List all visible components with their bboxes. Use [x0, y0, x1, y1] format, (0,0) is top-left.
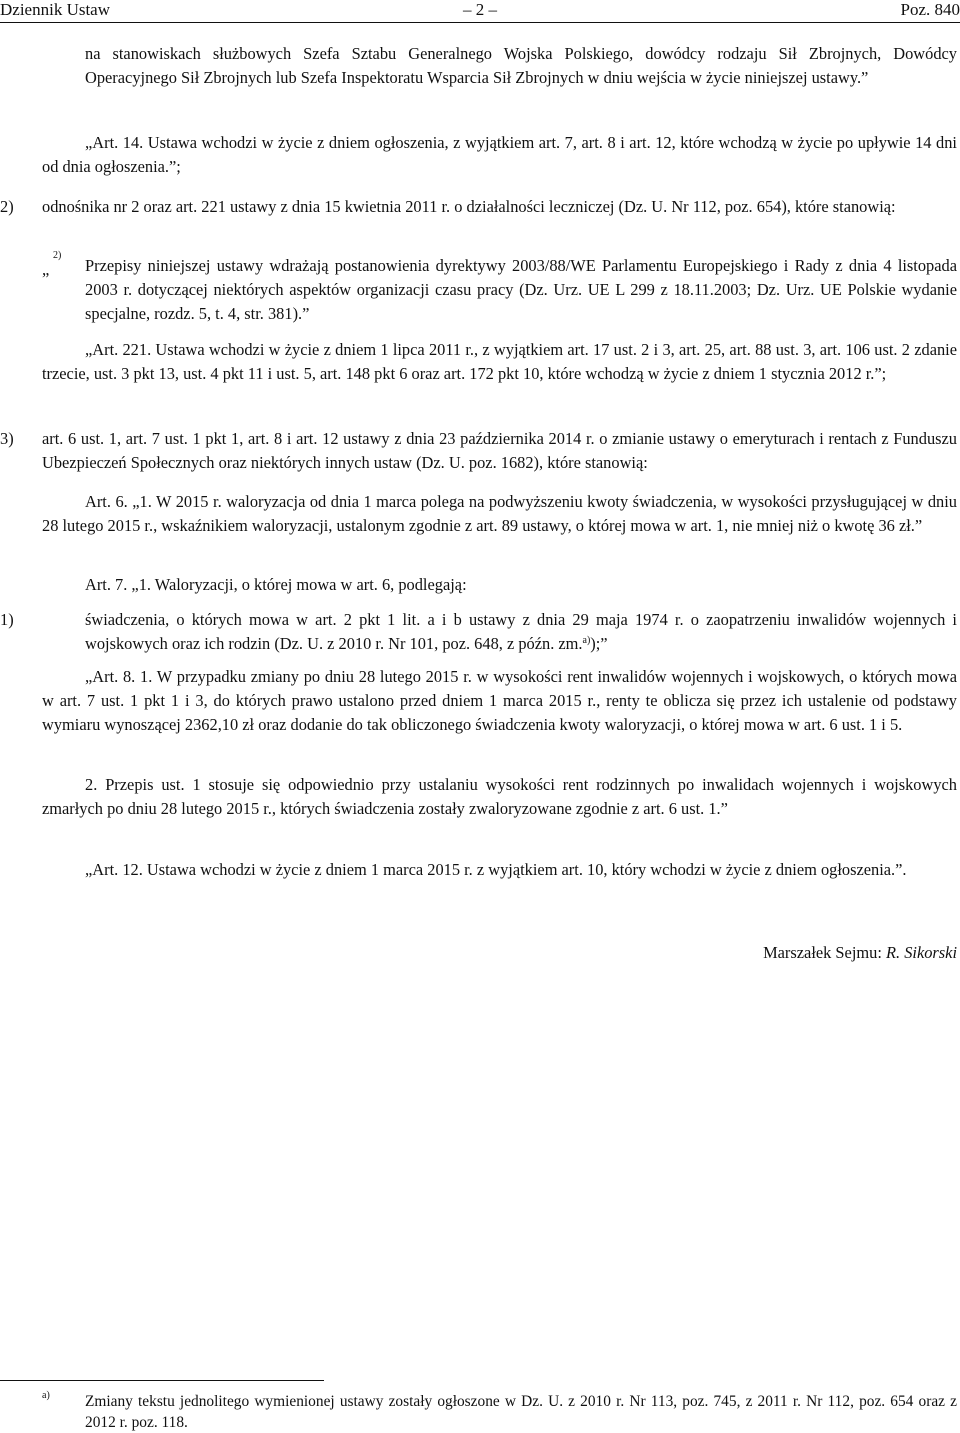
- position-number: Poz. 840: [900, 0, 960, 19]
- item-3-text: art. 6 ust. 1, art. 7 ust. 1 pkt 1, art. 8 i art. 12 ustawy z dnia 23 października 2014 r. o zmianie ustawy o emeryturach i rentach z Funduszu Ubezpieczeń Społecznych oraz niektórych innych ustaw (Dz. U. poz. 1682), które stanowią:: [42, 429, 957, 472]
- footnote-a-marker: a): [42, 1390, 50, 1401]
- intro-paragraph: na stanowiskach służbowych Szefa Sztabu Generalnego Wojska Polskiego, dowódcy rodzaju Sił Zbrojnych, Dowódcy Operacyjnego Sił Zbrojnych lub Szefa Inspektoratu Wsparcia Sił Zbrojnych w dniu wejścia w życie niniejszej ustawy.”: [85, 44, 957, 87]
- art-14-paragraph: „Art. 14. Ustawa wchodzi w życie z dniem ogłoszenia, z wyjątkiem art. 7, art. 8 i art. 12, które wchodzą w życie po upływie 14 dni od dnia ogłoszenia.”;: [42, 133, 957, 176]
- signature-name: R. Sikorski: [885, 943, 957, 962]
- item-1-text: [85, 608, 957, 656]
- footnote-a-text: Zmiany tekstu jednolitego wymienionej ustawy zostały ogłoszone w Dz. U. z 2010 r. Nr 113, poz. 745, z 2011 r. Nr 112, poz. 654 oraz z 2012 r. poz. 118.: [85, 1393, 957, 1431]
- item-1-body: świadczenia, o których mowa w art. 2 pkt 1 lit. a i b ustawy z dnia 29 maja 1974 r. o zaopatrzeniu inwalidów wojennych i wojskowych oraz ich rodzin (Dz. U. z 2010 r. Nr 101, poz. 648, z późn. zm.: [85, 610, 957, 653]
- art-7-paragraph: Art. 7. „1. Waloryzacji, o której mowa w art. 6, podlegają:: [85, 575, 467, 594]
- page-number: – 2 –: [463, 0, 497, 19]
- signature-role: Marszałek Sejmu:: [763, 943, 886, 962]
- footnote-a-reference: a): [582, 635, 591, 646]
- item-2-text: odnośnika nr 2 oraz art. 221 ustawy z dnia 15 kwietnia 2011 r. o działalności leczniczej (Dz. U. Nr 112, poz. 654), które stanowią:: [42, 197, 896, 216]
- item-1-marker: 1): [0, 610, 14, 629]
- art-221-paragraph: „Art. 221. Ustawa wchodzi w życie z dniem 1 lipca 2011 r., z wyjątkiem art. 17 ust. 2 i 3, art. 25, art. 88 ust. 3, art. 106 ust. 2 zdanie trzecie, ust. 3 pkt 13, ust. 4 pkt 11 i ust. 5, art. 148 pkt 6 oraz art. 172 pkt 10, które wchodzą w życie z dniem 1 stycznia 2012 r.”;: [42, 340, 957, 383]
- footnote-2-quote: „: [42, 260, 50, 279]
- item-3-marker: 3): [0, 429, 14, 448]
- footnote-2-text: Przepisy niniejszej ustawy wdrażają postanowienia dyrektywy 2003/88/WE Parlamentu Europejskiego i Rady z dnia 4 listopada 2003 r. dotyczącej niektórych aspektów organizacji czasu pracy (Dz. Urz. UE L 299 z 18.11.2003; Dz. Urz. UE Polskie wydanie specjalne, rozdz. 5, t. 4, str. 381).”: [85, 256, 957, 323]
- page-header: [0, 0, 960, 23]
- art-6-paragraph: Art. 6. „1. W 2015 r. waloryzacja od dnia 1 marca polega na podwyższeniu kwoty świadczenia, w wysokości przysługującej w dniu 28 lutego 2015 r., wskaźnikiem waloryzacji, ustalonym zgodnie z art. 89 ustawy, o której mowa w art. 1, nie mniej niż o kwotę 36 zł.”: [42, 492, 957, 535]
- item-2-marker: 2): [0, 197, 14, 216]
- art-8-section-2: 2. Przepis ust. 1 stosuje się odpowiednio przy ustalaniu wysokości rent rodzinnych po inwalidach wojennych i wojskowych zmarłych po dniu 28 lutego 2015 r., których świadczenia zostały zwaloryzowane zgodnie z art. 6 ust. 1.”: [42, 775, 957, 818]
- journal-title: Dziennik Ustaw: [0, 0, 111, 19]
- footnote-separator: [0, 1380, 324, 1381]
- art-8-paragraph: „Art. 8. 1. W przypadku zmiany po dniu 28 lutego 2015 r. w wysokości rent inwalidów wojennych i wojskowych, o których mowa w art. 7 ust. 1 pkt 1 i 3, do których prawo ustalono przed dniem 1 marca 2015 r., renty te oblicza się przez ich ustalenie od podstawy wymiaru wynoszącej 2362,10 zł oraz dodanie do tak obliczonego świadczenia kwoty waloryzacji, o której mowa w art. 6 ust. 1 i 5.: [42, 667, 957, 734]
- signature: [763, 941, 957, 965]
- art-12-paragraph: „Art. 12. Ustawa wchodzi w życie z dniem 1 marca 2015 r. z wyjątkiem art. 10, który wchodzi w życie z dniem ogłoszenia.”.: [85, 860, 907, 879]
- item-1-tail: );”: [590, 634, 608, 653]
- footnote-2-marker: 2): [53, 250, 62, 261]
